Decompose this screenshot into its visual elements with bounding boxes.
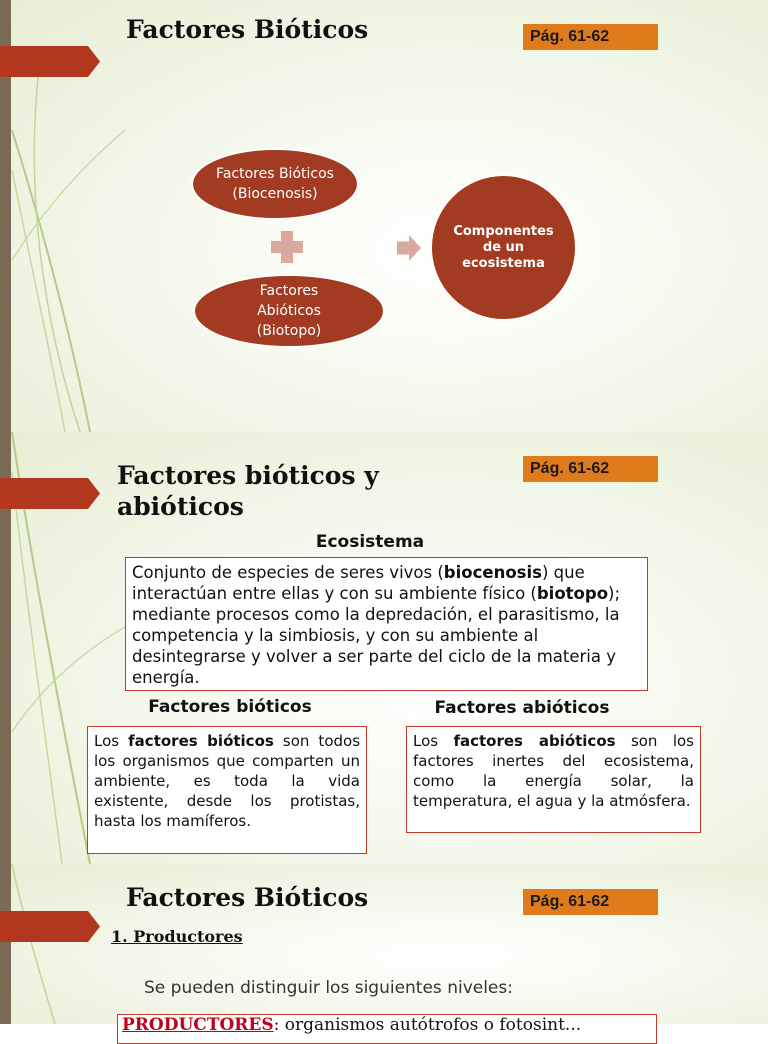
- slide-3: [0, 864, 768, 1035]
- ecosystem-text-3: ); mediante procesos como la depredación, el parasitismo, la competencia y la simbiosis, y con su ambiente al desintegrarse y volver a ser parte del ciclo de la materia y energía.: [132, 584, 621, 687]
- abiotic-text-1: Los: [413, 732, 454, 750]
- productores-description: : organismos autótrofos o fotosint...: [273, 1015, 582, 1035]
- abiotic-oval-line2: Abióticos: [257, 303, 321, 319]
- page-reference-badge: Pág. 61-62: [523, 24, 658, 50]
- circle-line3: ecosistema: [462, 255, 545, 271]
- biotic-oval-line1: Factores Bióticos: [216, 166, 334, 182]
- page-reference-badge: Pág. 61-62: [523, 456, 658, 482]
- page-reference-badge: Pág. 61-62: [523, 889, 658, 915]
- plus-icon-bar: [271, 241, 303, 253]
- productores-box: [117, 1014, 657, 1044]
- abiotic-factors-box: [406, 726, 701, 833]
- biotic-factors-box: [87, 726, 367, 854]
- ecosystem-heading: Ecosistema: [315, 532, 425, 552]
- slide-title-line1: Factores bióticos y: [117, 461, 379, 490]
- levels-intro: Se pueden distinguir los siguientes niveles:: [144, 978, 513, 998]
- arrow-right-icon: [397, 235, 421, 261]
- productores-label: PRODUCTORES: [122, 1015, 274, 1035]
- productores-heading: 1. Productores: [111, 927, 243, 946]
- biotic-factors-oval: [191, 148, 359, 220]
- biotic-term: factores bióticos: [128, 732, 274, 750]
- slide-1: [0, 0, 768, 432]
- slide-title: Factores Bióticos: [126, 883, 369, 912]
- abiotic-factors-oval: [193, 274, 385, 348]
- circle-line2: de un: [482, 239, 525, 255]
- abiotic-term: factores abióticos: [453, 732, 616, 750]
- abiotic-heading: Factores abióticos: [434, 698, 610, 718]
- ecosystem-text-1: Conjunto de especies de seres vivos (: [132, 563, 444, 582]
- biotic-oval-line2: (Biocenosis): [232, 186, 318, 202]
- title-ribbon: [0, 911, 100, 942]
- slide-title: Factores Bióticos: [126, 15, 369, 44]
- abiotic-oval-line3: (Biotopo): [256, 323, 322, 339]
- abiotic-text-2: son los factores inertes del ecosistema, como la energía solar, la temperatura, el agua y la atmósfera.: [413, 732, 694, 810]
- circle-line1: Componentes: [453, 223, 554, 239]
- slide-title: [117, 460, 379, 522]
- ecosystem-components-circle: [430, 174, 577, 321]
- biotic-text-2: son todos los organismos que comparten un ambiente, es toda la vida existente, desde los protistas, hasta los mamíferos.: [94, 732, 361, 830]
- abiotic-oval-line1: Factores: [259, 283, 319, 299]
- title-ribbon: [0, 478, 100, 509]
- biotic-heading: Factores bióticos: [148, 697, 312, 717]
- ecosystem-definition-box: [125, 557, 648, 691]
- biotopo-term: biotopo: [536, 584, 609, 603]
- ecosystem-text-2: ) que interactúan entre ellas y con su ambiente físico (: [132, 563, 585, 603]
- biocenosis-term: biocenosis: [443, 563, 542, 582]
- biotic-text-1: Los: [94, 732, 129, 750]
- title-ribbon: [0, 46, 100, 77]
- slide-2: [0, 432, 768, 864]
- slide-title-line2: abióticos: [117, 492, 244, 521]
